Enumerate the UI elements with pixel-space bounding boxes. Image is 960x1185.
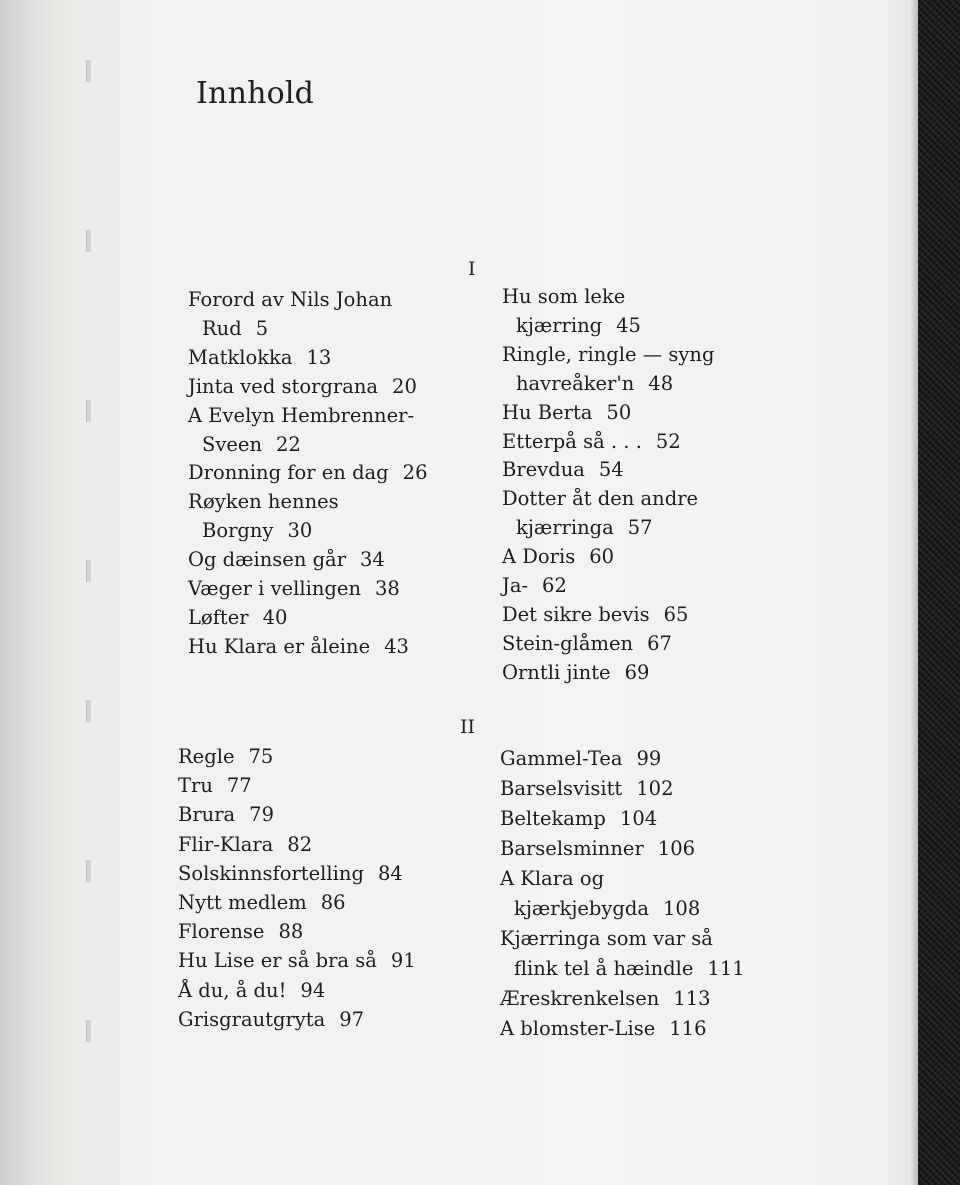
toc-entry-title: Orntli jinte xyxy=(502,660,611,684)
toc-entry-line xyxy=(178,771,416,800)
toc-entry-title: Flir-Klara xyxy=(178,832,274,856)
toc-entry xyxy=(188,344,427,373)
binding-stitches xyxy=(86,60,92,1140)
toc-entry-line xyxy=(500,894,745,924)
toc-entry-title: Og dæinsen går xyxy=(188,548,347,572)
toc-entry-title: Dronning for en dag xyxy=(188,461,389,485)
toc-entry-line xyxy=(188,344,427,373)
toc-entry xyxy=(188,604,427,633)
toc-entry-page: 108 xyxy=(663,897,701,920)
toc-entry xyxy=(502,456,714,485)
toc-entry-line xyxy=(502,428,714,457)
toc-entry xyxy=(188,575,427,604)
toc-entry xyxy=(502,399,714,428)
toc-entry-line xyxy=(500,774,745,804)
toc-entry-title: A Klara og xyxy=(500,867,605,890)
toc-entry-title: Rud xyxy=(202,316,242,340)
toc-entry xyxy=(178,946,416,975)
toc-entry-line xyxy=(502,341,714,370)
page-gutter xyxy=(0,0,68,1185)
toc-entry-page: 82 xyxy=(287,832,313,856)
stitch-mark xyxy=(86,1020,91,1042)
toc-entry-page: 26 xyxy=(402,461,428,485)
toc-entry-line xyxy=(178,888,416,917)
toc-entry-line xyxy=(500,834,745,864)
toc-entry-title: Tru xyxy=(178,774,213,798)
toc-entry xyxy=(502,283,714,341)
toc-entry-page: 38 xyxy=(375,577,400,601)
stitch-mark xyxy=(86,60,91,82)
toc-entry-line xyxy=(502,630,714,659)
toc-entry-title: A Doris xyxy=(502,545,576,569)
toc-entry xyxy=(502,428,714,457)
toc-entry-title: Brevdua xyxy=(502,458,585,482)
toc-entry-title: Etterpå så . . . xyxy=(502,429,642,453)
toc-entry-page: 102 xyxy=(636,777,674,800)
toc-entry-title: flink tel å hæindle xyxy=(514,957,694,980)
toc-entry xyxy=(500,744,745,774)
toc-entry xyxy=(188,402,427,460)
toc-column-section-2-right xyxy=(500,744,745,1044)
toc-entry-line xyxy=(188,604,427,633)
section-numeral-2: II xyxy=(460,716,476,738)
toc-entry-title: Brura xyxy=(178,803,236,827)
toc-entry-title: kjærkjebygda xyxy=(514,897,650,920)
toc-entry-title: Gammel-Tea xyxy=(500,747,623,770)
toc-column-section-1-right xyxy=(502,283,714,688)
stitch-mark xyxy=(86,230,91,252)
toc-entry-title: Løfter xyxy=(188,605,249,629)
toc-entry-line xyxy=(502,659,714,688)
toc-entry xyxy=(178,742,416,771)
toc-entry-page: 65 xyxy=(663,602,689,626)
toc-entry xyxy=(178,830,416,859)
toc-entry-title: Sveen xyxy=(202,432,263,456)
toc-entry-line xyxy=(188,488,427,517)
toc-entry-line xyxy=(500,924,745,954)
toc-entry xyxy=(502,572,714,601)
toc-entry-title: Kjærringa som var så xyxy=(500,927,713,950)
toc-entry-page: 43 xyxy=(384,634,409,658)
toc-entry-page: 104 xyxy=(619,807,658,830)
toc-entry xyxy=(500,804,745,834)
toc-entry-page: 60 xyxy=(589,545,615,569)
toc-entry-line xyxy=(188,546,427,575)
toc-entry-title: A Evelyn Hembrenner- xyxy=(188,403,415,427)
toc-entry-page: 30 xyxy=(287,519,313,543)
toc-entry-title: Ringle, ringle — syng xyxy=(502,342,715,366)
toc-entry-page: 20 xyxy=(392,374,417,398)
toc-entry-title: Det sikre bevis xyxy=(502,602,650,626)
section-numeral-1: I xyxy=(468,258,476,280)
toc-entry-page: 94 xyxy=(300,978,326,1002)
toc-entry-line xyxy=(500,744,745,774)
toc-entry-page: 62 xyxy=(542,574,567,598)
toc-entry-line xyxy=(178,830,416,859)
toc-entry-line xyxy=(178,1005,416,1034)
toc-entry-line xyxy=(178,742,416,771)
toc-entry-title: Jinta ved storgrana xyxy=(188,374,379,398)
book-cover-edge xyxy=(918,0,960,1185)
toc-entry-line xyxy=(188,633,427,662)
toc-entry-page: 22 xyxy=(276,432,301,456)
toc-entry-line xyxy=(502,283,714,312)
toc-entry-line xyxy=(500,804,745,834)
toc-entry-page: 75 xyxy=(248,745,274,768)
toc-entry-title: Solskinnsfortelling xyxy=(178,861,364,885)
toc-entry-page: 5 xyxy=(255,316,269,340)
toc-entry-page: 79 xyxy=(249,803,274,827)
toc-entry-page: 48 xyxy=(648,371,674,395)
toc-entry xyxy=(502,630,714,659)
toc-entry-line xyxy=(502,456,714,485)
toc-entry xyxy=(500,1014,745,1044)
toc-entry-page: 77 xyxy=(226,774,252,798)
toc-entry-page: 116 xyxy=(669,1017,707,1040)
toc-entry-title: Å du, å du! xyxy=(178,978,287,1002)
toc-entry-line xyxy=(178,917,416,946)
toc-entry-page: 69 xyxy=(624,660,650,684)
toc-entry-page: 34 xyxy=(360,548,385,572)
toc-entry-page: 99 xyxy=(636,747,662,770)
toc-entry-title: Røyken hennes xyxy=(188,490,339,514)
stitch-mark xyxy=(86,700,91,722)
toc-entry-line xyxy=(502,399,714,428)
toc-entry-title: Hu Klara er åleine xyxy=(188,634,371,658)
toc-entry xyxy=(188,546,427,575)
stitch-mark xyxy=(86,400,91,422)
toc-entry-line xyxy=(188,459,427,488)
toc-entry-line xyxy=(178,946,416,975)
toc-entry-page: 40 xyxy=(262,605,288,629)
toc-entry-page: 50 xyxy=(606,400,632,424)
toc-entry-line xyxy=(188,315,427,344)
toc-entry xyxy=(500,834,745,864)
toc-entry-page: 52 xyxy=(655,429,681,453)
toc-entry-line xyxy=(178,859,416,888)
toc-entry-title: kjærring xyxy=(516,313,603,337)
toc-entry xyxy=(500,774,745,804)
toc-entry-title: Borgny xyxy=(202,519,274,543)
toc-entry xyxy=(502,659,714,688)
toc-entry-title: Æreskrenkelsen xyxy=(500,987,660,1010)
toc-entry-page: 84 xyxy=(377,861,403,885)
toc-entry-page: 54 xyxy=(598,458,624,482)
toc-entry-line xyxy=(502,572,714,601)
toc-entry-title: havreåker'n xyxy=(516,371,635,395)
toc-entry-page: 91 xyxy=(390,949,416,973)
toc-entry-line xyxy=(188,575,427,604)
toc-column-section-1-left xyxy=(188,286,427,662)
toc-entry xyxy=(188,373,427,402)
toc-entry-line xyxy=(188,517,427,546)
toc-entry-line xyxy=(502,601,714,630)
toc-entry-page: 106 xyxy=(657,837,696,860)
toc-entry-line xyxy=(178,800,416,829)
toc-entry-line xyxy=(500,954,745,984)
toc-entry-line xyxy=(500,1014,745,1044)
toc-entry xyxy=(502,601,714,630)
toc-entry-line xyxy=(500,864,745,894)
toc-entry xyxy=(178,859,416,888)
toc-entry-title: Hu Lise er så bra så xyxy=(178,949,377,973)
toc-entry-line xyxy=(188,402,427,431)
toc-entry-title: Matklokka xyxy=(188,345,293,369)
toc-entry-page: 88 xyxy=(278,920,304,944)
page-title: Innhold xyxy=(196,76,315,111)
toc-entry xyxy=(178,917,416,946)
toc-entry-page: 113 xyxy=(673,987,711,1010)
toc-entry-line xyxy=(188,431,427,460)
toc-entry-page: 67 xyxy=(647,631,672,655)
toc-entry xyxy=(188,633,427,662)
toc-entry-page: 111 xyxy=(707,957,745,980)
toc-entry-title: Dotter åt den andre xyxy=(502,487,699,511)
toc-entry xyxy=(178,771,416,800)
toc-entry-title: Beltekamp xyxy=(500,807,606,830)
toc-entry-line xyxy=(502,514,714,543)
toc-entry xyxy=(500,984,745,1014)
toc-entry-line xyxy=(178,976,416,1005)
toc-entry xyxy=(188,488,427,546)
toc-entry-title: Forord av Nils Johan xyxy=(188,288,393,311)
stitch-mark xyxy=(86,860,91,882)
toc-entry-title: Ja- xyxy=(502,574,529,598)
toc-column-section-2-left xyxy=(178,742,416,1034)
toc-entry-line xyxy=(188,286,427,315)
toc-entry-line xyxy=(502,485,714,514)
toc-entry-page: 97 xyxy=(339,1007,365,1031)
toc-entry xyxy=(502,485,714,543)
toc-entry xyxy=(188,459,427,488)
toc-entry-title: kjærringa xyxy=(516,516,614,540)
toc-entry-title: Grisgrautgryta xyxy=(178,1007,326,1031)
toc-entry-title: Nytt medlem xyxy=(178,891,307,915)
toc-entry-title: Hu som leke xyxy=(502,285,626,308)
toc-entry-line xyxy=(188,373,427,402)
toc-entry-page: 86 xyxy=(320,891,346,915)
toc-entry xyxy=(502,341,714,399)
toc-entry-title: Regle xyxy=(178,745,235,768)
toc-entry-line xyxy=(502,370,714,399)
toc-entry xyxy=(188,286,427,344)
toc-entry xyxy=(500,924,745,984)
toc-entry-line xyxy=(500,984,745,1014)
toc-entry xyxy=(500,864,745,924)
toc-entry xyxy=(178,888,416,917)
toc-entry-title: Væger i vellingen xyxy=(188,577,362,601)
toc-entry xyxy=(178,1005,416,1034)
toc-entry-title: Hu Berta xyxy=(502,400,593,424)
toc-entry-title: Stein-glåmen xyxy=(502,631,634,655)
stitch-mark xyxy=(86,560,91,582)
toc-entry-title: Florense xyxy=(178,920,265,944)
toc-entry xyxy=(178,976,416,1005)
toc-entry-page: 13 xyxy=(306,345,332,369)
toc-entry xyxy=(502,543,714,572)
toc-entry-line xyxy=(502,543,714,572)
toc-entry-line xyxy=(502,312,714,341)
toc-entry-page: 57 xyxy=(627,516,653,540)
toc-entry-page: 45 xyxy=(616,313,641,337)
toc-entry-title: Barselsvisitt xyxy=(500,777,623,800)
toc-entry-title: Barselsminner xyxy=(500,837,644,860)
toc-entry xyxy=(178,800,416,829)
toc-entry-title: A blomster-Lise xyxy=(500,1017,656,1040)
